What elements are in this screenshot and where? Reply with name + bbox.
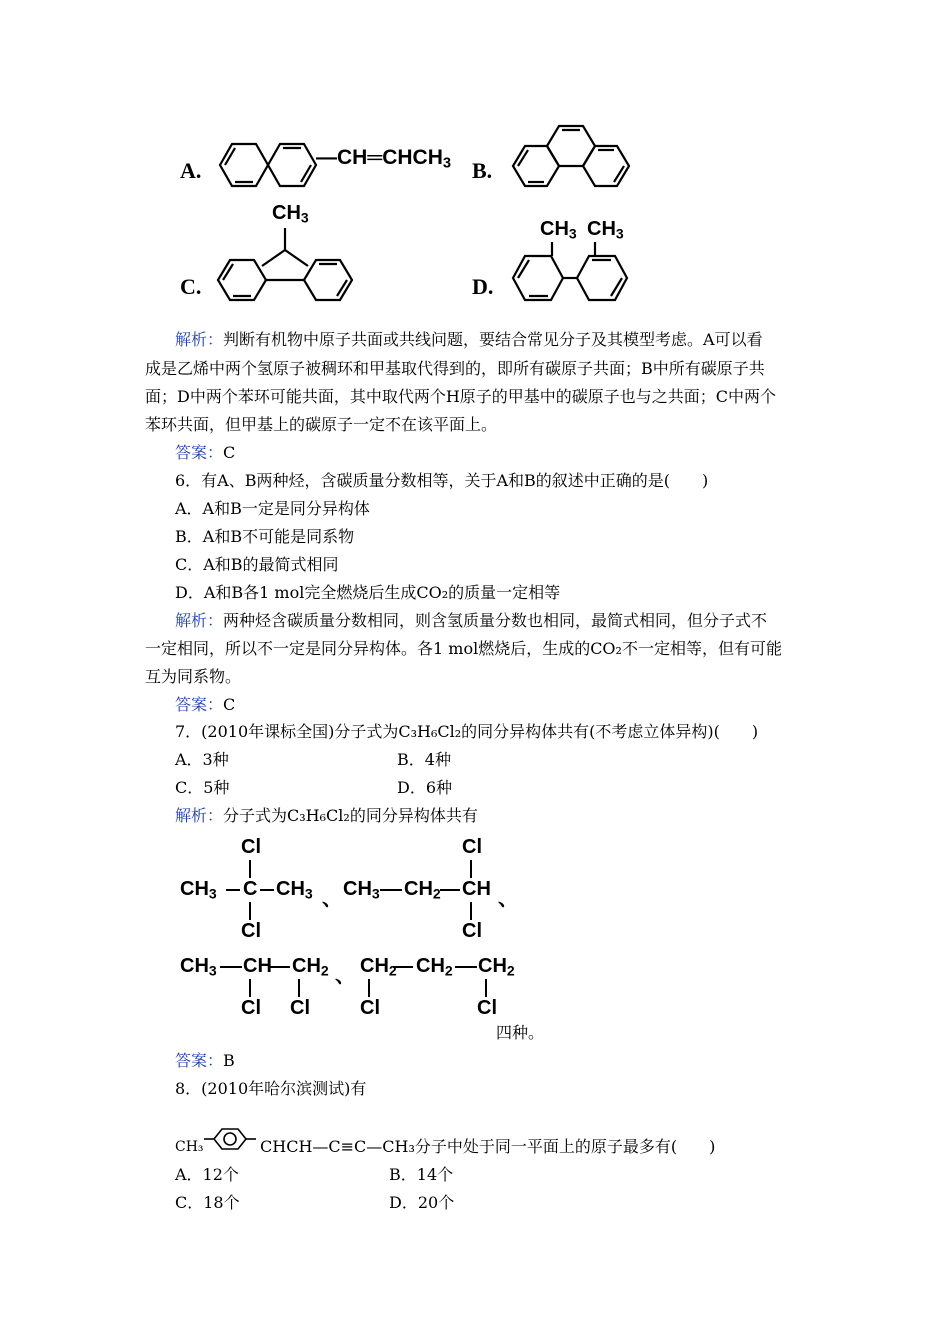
separator: 、 — [498, 888, 518, 910]
q6-analysis-line-3: 互为同系物。 — [145, 667, 242, 686]
q7-option-c: C．5种 — [175, 778, 230, 797]
isomer4-cl-1: Cl — [360, 997, 380, 1019]
isomer1-central-c: C — [243, 878, 258, 900]
q8-option-c: C．18个 — [175, 1193, 240, 1212]
q7-stem: 7．(2010年课标全国)分子式为C₃H₆Cl₂的同分异构体共有(不考虑立体异构)( ) — [175, 722, 759, 741]
q6-analysis-line-2: 一定相同，所以不一定是同分异构体。各1 mol燃烧后，生成的CO₂不一定相等，但有可能 — [145, 639, 782, 658]
isomer1-ch3-left: $CH_3$ — [180, 878, 217, 902]
analysis-label: 解析： — [175, 330, 224, 349]
q6-option-b: B．A和B不可能是同系物 — [175, 527, 355, 546]
q8-formula-prefix: CH₃ — [175, 1139, 204, 1155]
isomer4-ch2-middle: $CH_2$ — [416, 955, 453, 979]
isomer2-cl-bottom: Cl — [462, 920, 482, 942]
q6-stem: 6．有A、B两种烃，含碳质量分数相等，关于A和B的叙述中正确的是( ) — [175, 471, 709, 490]
isomer1-ch3-right: $CH_3$ — [276, 878, 313, 902]
q8-stem: 8．(2010年哈尔滨测试)有 — [175, 1079, 367, 1098]
q5-analysis-line-2: 成是乙烯中两个氢原子被稠环和甲基取代得到的，即所有碳原子共面；B中所有碳原子共 — [145, 359, 765, 378]
isomer3-ch2: $CH_2$ — [292, 955, 329, 979]
isomer2-ch2: $CH_2$ — [404, 878, 441, 902]
isomer2-cl-top: Cl — [462, 836, 482, 858]
q8-formula-suffix: CHCH—C≡C—CH₃分子中处于同一平面上的原子最多有( ) — [260, 1137, 716, 1156]
q7-conclusion: 四种。 — [496, 1023, 545, 1042]
isomer3-cl-1: Cl — [241, 997, 261, 1019]
answer-label: 答案： — [175, 695, 224, 714]
option-c-methyl: $CH_3$ — [272, 202, 309, 226]
q5-analysis-line-3: 面；D中两个苯环可能共面，其中取代两个H原子的甲基中的碳原子也与之共面；C中两个 — [145, 387, 777, 406]
isomer1-cl-bottom: Cl — [241, 920, 261, 942]
isomer4-ch2-right: $CH_2$ — [478, 955, 515, 979]
q7-option-d: D．6种 — [397, 778, 453, 797]
isomer1-cl-top: Cl — [241, 836, 261, 858]
option-c-label: C. — [180, 274, 202, 299]
separator: 、 — [322, 888, 342, 910]
separator: 、 — [335, 965, 355, 987]
q6-answer: 答案：C — [175, 695, 236, 714]
answer-label: 答案： — [175, 443, 224, 462]
q7-option-b: B．4种 — [397, 750, 451, 769]
option-a-label: A. — [180, 158, 202, 183]
option-d-label: D. — [472, 274, 494, 299]
option-a-formula: $—CH═CHCH_3$ — [316, 146, 452, 172]
option-d-methyl-right: $CH_3$ — [587, 218, 624, 242]
q8-option-a: A．12个 — [175, 1165, 239, 1184]
answer-label: 答案： — [175, 1051, 224, 1070]
q5-analysis-line-1: 解析：判断有机物中原子共面或共线问题，要结合常见分子及其模型考虑。A可以看 — [175, 330, 763, 349]
option-d-methyl-left: $CH_3$ — [540, 218, 577, 242]
q5-answer: 答案：C — [175, 443, 236, 462]
q7-option-a: A．3种 — [175, 750, 229, 769]
analysis-label: 解析： — [175, 611, 224, 630]
q6-analysis-line-1: 解析：两种烃含碳质量分数相同，则含氢质量分数也相同，最简式相同，但分子式不 — [175, 611, 768, 630]
q7-answer: 答案：B — [175, 1051, 235, 1070]
benzene-ring-icon — [204, 1126, 256, 1152]
isomer3-ch: CH — [243, 955, 272, 977]
q6-option-c: C．A和B的最简式相同 — [175, 555, 339, 574]
isomer4-cl-2: Cl — [477, 997, 497, 1019]
isomer3-ch3: $CH_3$ — [180, 955, 217, 979]
q6-option-a: A．A和B一定是同分异构体 — [175, 499, 370, 518]
isomer2-ch: CH — [462, 878, 491, 900]
option-b-label: B. — [472, 158, 493, 183]
q6-option-d: D．A和B各1 mol完全燃烧后生成CO₂的质量一定相等 — [175, 583, 561, 602]
q7-analysis: 解析：分子式为C₃H₆Cl₂的同分异构体共有 — [175, 806, 478, 825]
q5-analysis-line-4: 苯环共面，但甲基上的碳原子一定不在该平面上。 — [145, 415, 498, 434]
isomer4-ch2-left: $CH_2$ — [360, 955, 397, 979]
isomer3-cl-2: Cl — [290, 997, 310, 1019]
q8-option-d: D．20个 — [389, 1193, 455, 1212]
q8-option-b: B．14个 — [389, 1165, 454, 1184]
analysis-label: 解析： — [175, 806, 224, 825]
isomer2-ch3: $CH_3$ — [343, 878, 380, 902]
